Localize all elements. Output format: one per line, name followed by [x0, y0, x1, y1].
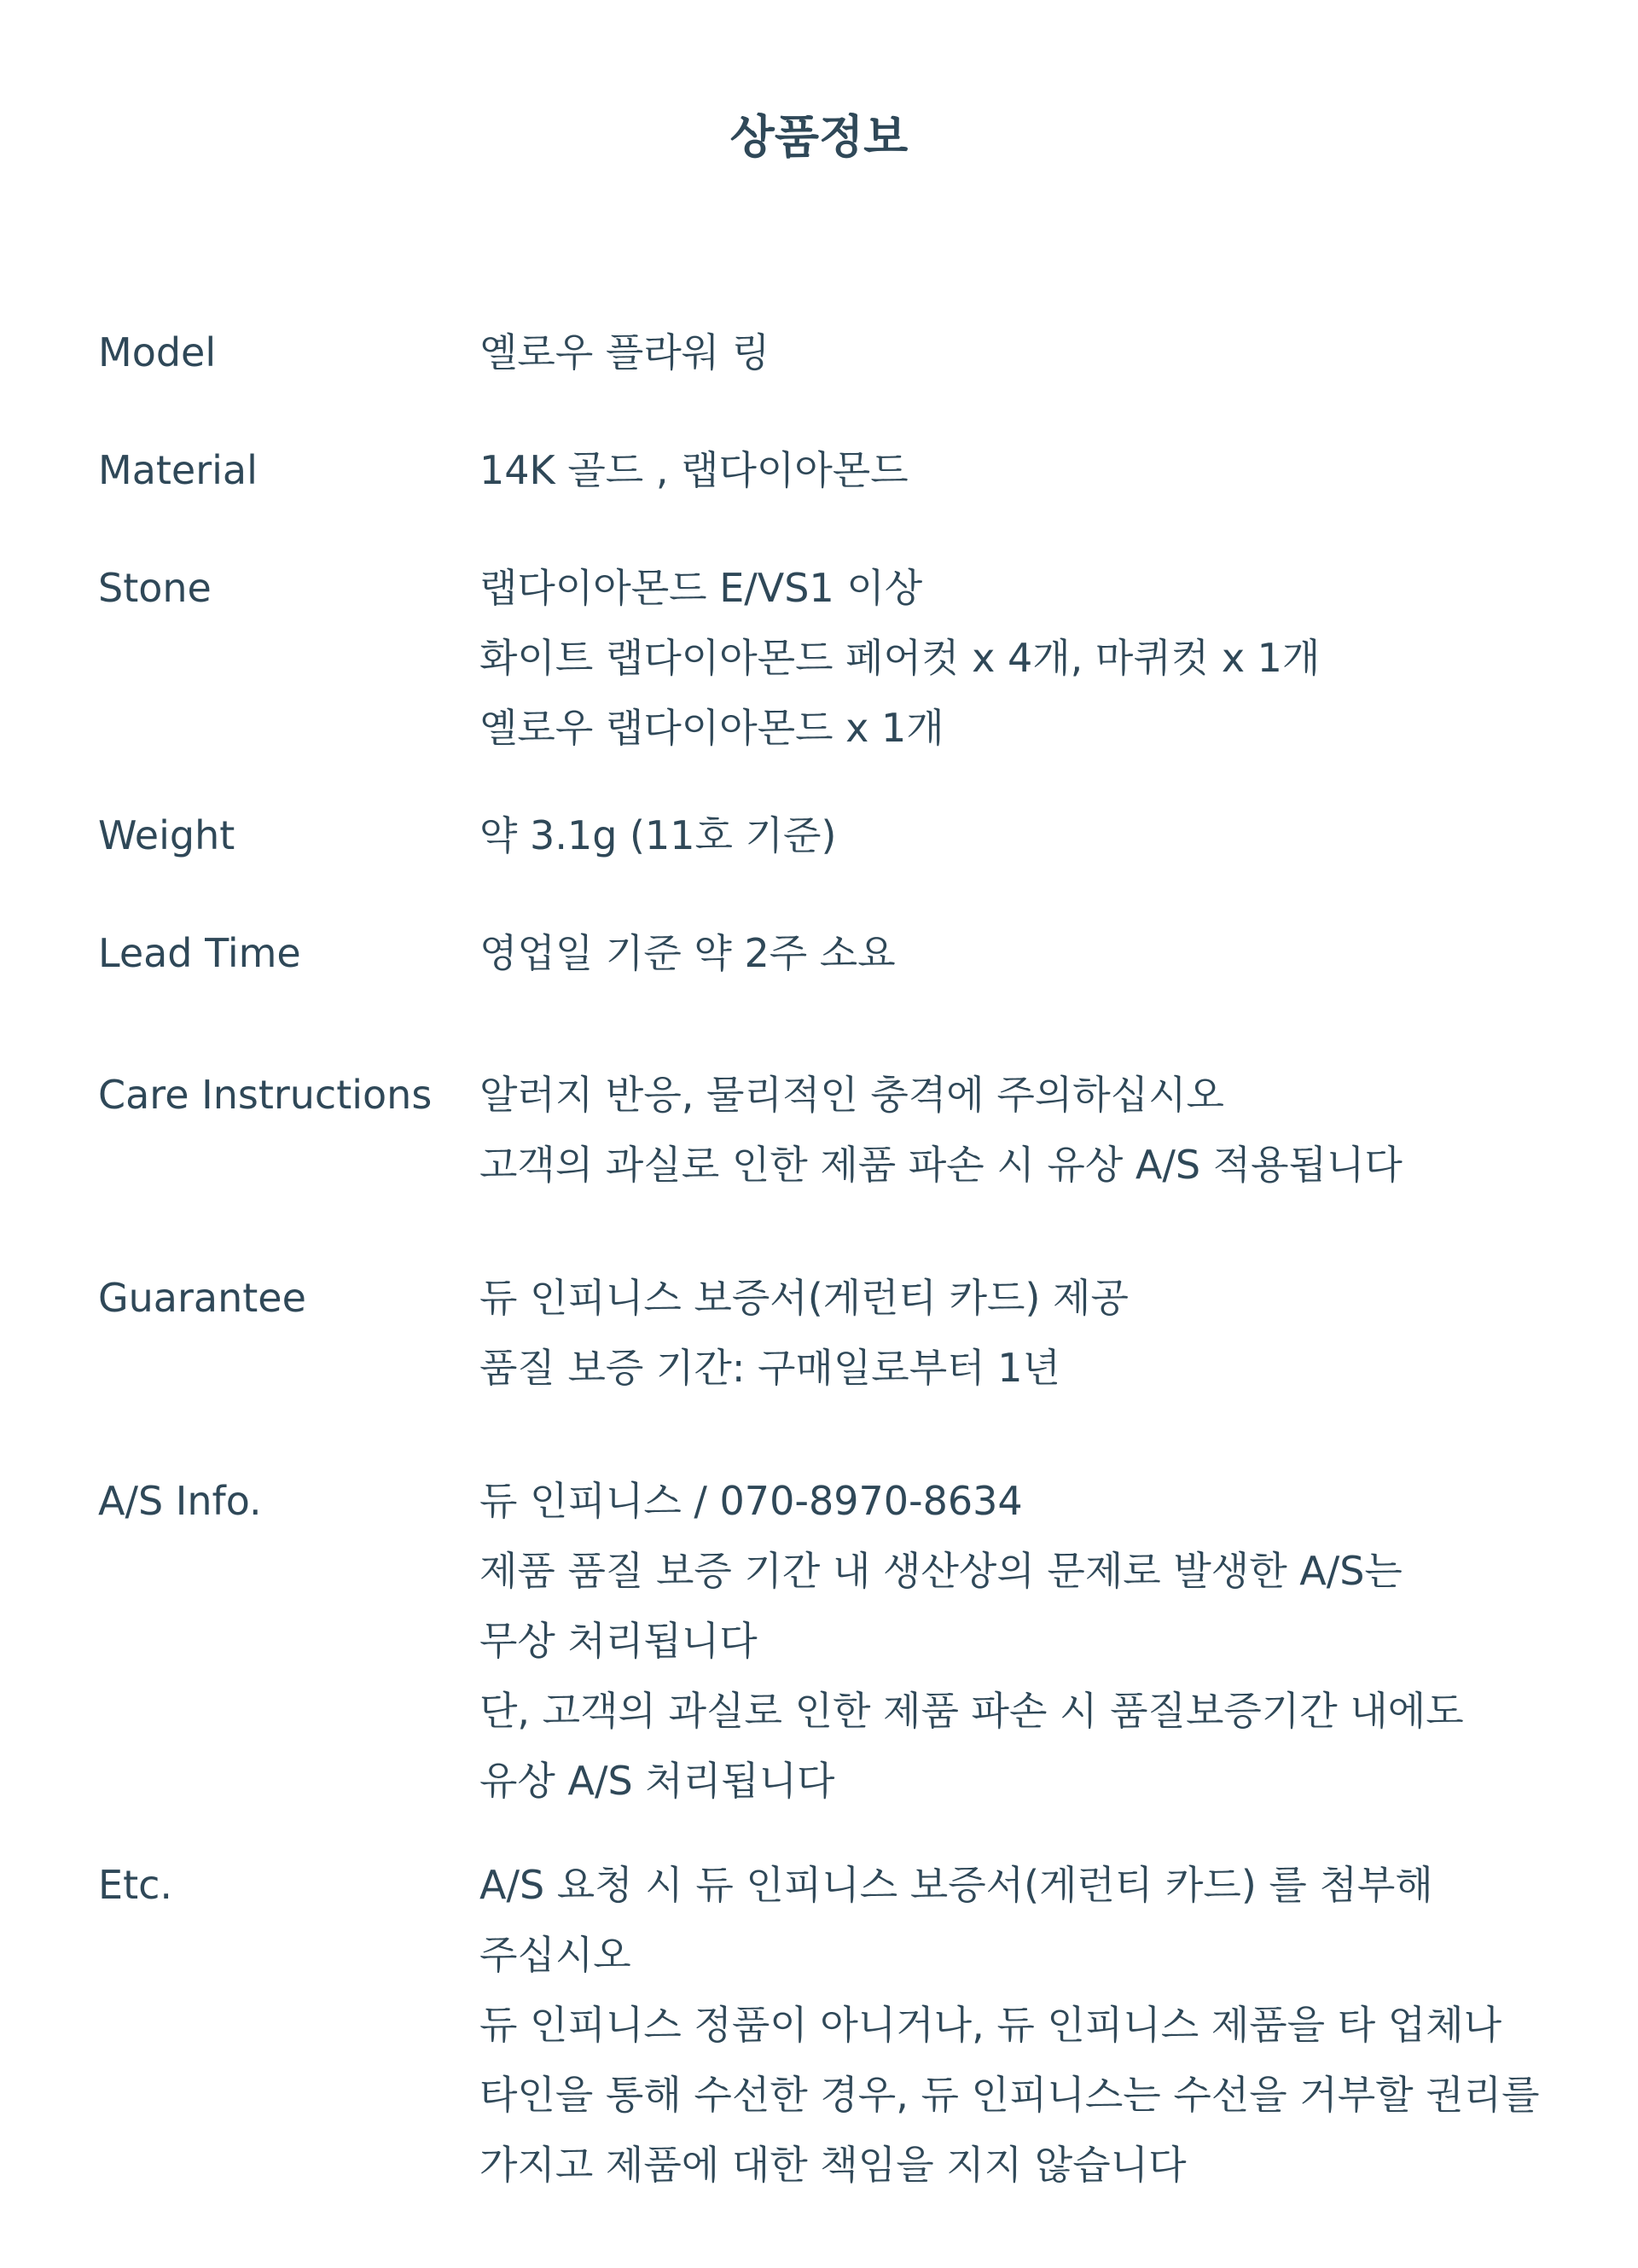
value-guarantee: [479, 1263, 1129, 1403]
value-line: 듀 인피니스 보증서(게런티 카드) 제공: [479, 1275, 1129, 1321]
value-model: [479, 317, 770, 387]
value-line: 약 3.1g (11호 기준): [479, 812, 837, 858]
value-line: 화이트 랩다이아몬드 페어컷 x 4개, 마퀴컷 x 1개: [479, 635, 1321, 681]
label-model: Model: [98, 329, 217, 375]
value-line: 옐로우 랩다이아몬드 x 1개: [479, 705, 944, 751]
value-lead-time: [479, 918, 896, 988]
label-material: Material: [98, 447, 258, 493]
value-line: 영업일 기준 약 2주 소요: [479, 930, 896, 976]
value-care-instructions: [479, 1060, 1403, 1200]
value-line: 14K 골드 , 랩다이아몬드: [479, 447, 909, 493]
value-line: 알러지 반응, 물리적인 충격에 주의하십시오: [479, 1072, 1224, 1118]
page-title: 상품정보: [729, 110, 909, 164]
label-as-info: A/S Info.: [98, 1478, 262, 1524]
value-etc: [479, 1850, 1540, 2200]
value-line: 랩다이아몬드 E/VS1 이상: [479, 565, 923, 611]
value-line: A/S 요청 시 듀 인피니스 보증서(게런티 카드) 를 첨부해: [479, 1862, 1433, 1908]
value-line: 듀 인피니스 정품이 아니거나, 듀 인피니스 제품을 타 업체나: [479, 2002, 1502, 2048]
label-stone: Stone: [98, 565, 212, 611]
value-line: 유상 A/S 처리됩니다: [479, 1758, 835, 1804]
value-line: 옐로우 플라워 링: [479, 329, 770, 375]
value-line: 듀 인피니스 / 070-8970-8634: [479, 1478, 1023, 1524]
value-line: 가지고 제품에 대한 책임을 지지 않습니다: [479, 2142, 1187, 2188]
value-stone: [479, 553, 1320, 763]
value-line: 제품 품질 보증 기간 내 생산상의 문제로 발생한 A/S는: [479, 1548, 1403, 1594]
value-line: 품질 보증 기간: 구매일로부터 1년: [479, 1345, 1060, 1391]
value-line: 단, 고객의 과실로 인한 제품 파손 시 품질보증기간 내에도: [479, 1688, 1464, 1734]
value-material: [479, 435, 909, 505]
value-line: 무상 처리됩니다: [479, 1618, 758, 1664]
label-lead-time: Lead Time: [98, 930, 301, 976]
value-as-info: [479, 1466, 1464, 1816]
label-guarantee: Guarantee: [98, 1275, 306, 1321]
label-weight: Weight: [98, 812, 235, 858]
value-weight: [479, 800, 836, 870]
label-care-instructions: Care Instructions: [98, 1072, 433, 1118]
label-etc: Etc.: [98, 1862, 173, 1908]
value-line: 고객의 과실로 인한 제품 파손 시 유상 A/S 적용됩니다: [479, 1142, 1403, 1188]
value-line: 주십시오: [479, 1932, 631, 1978]
value-line: 타인을 통해 수선한 경우, 듀 인피니스는 수선을 거부할 권리를: [479, 2072, 1540, 2118]
